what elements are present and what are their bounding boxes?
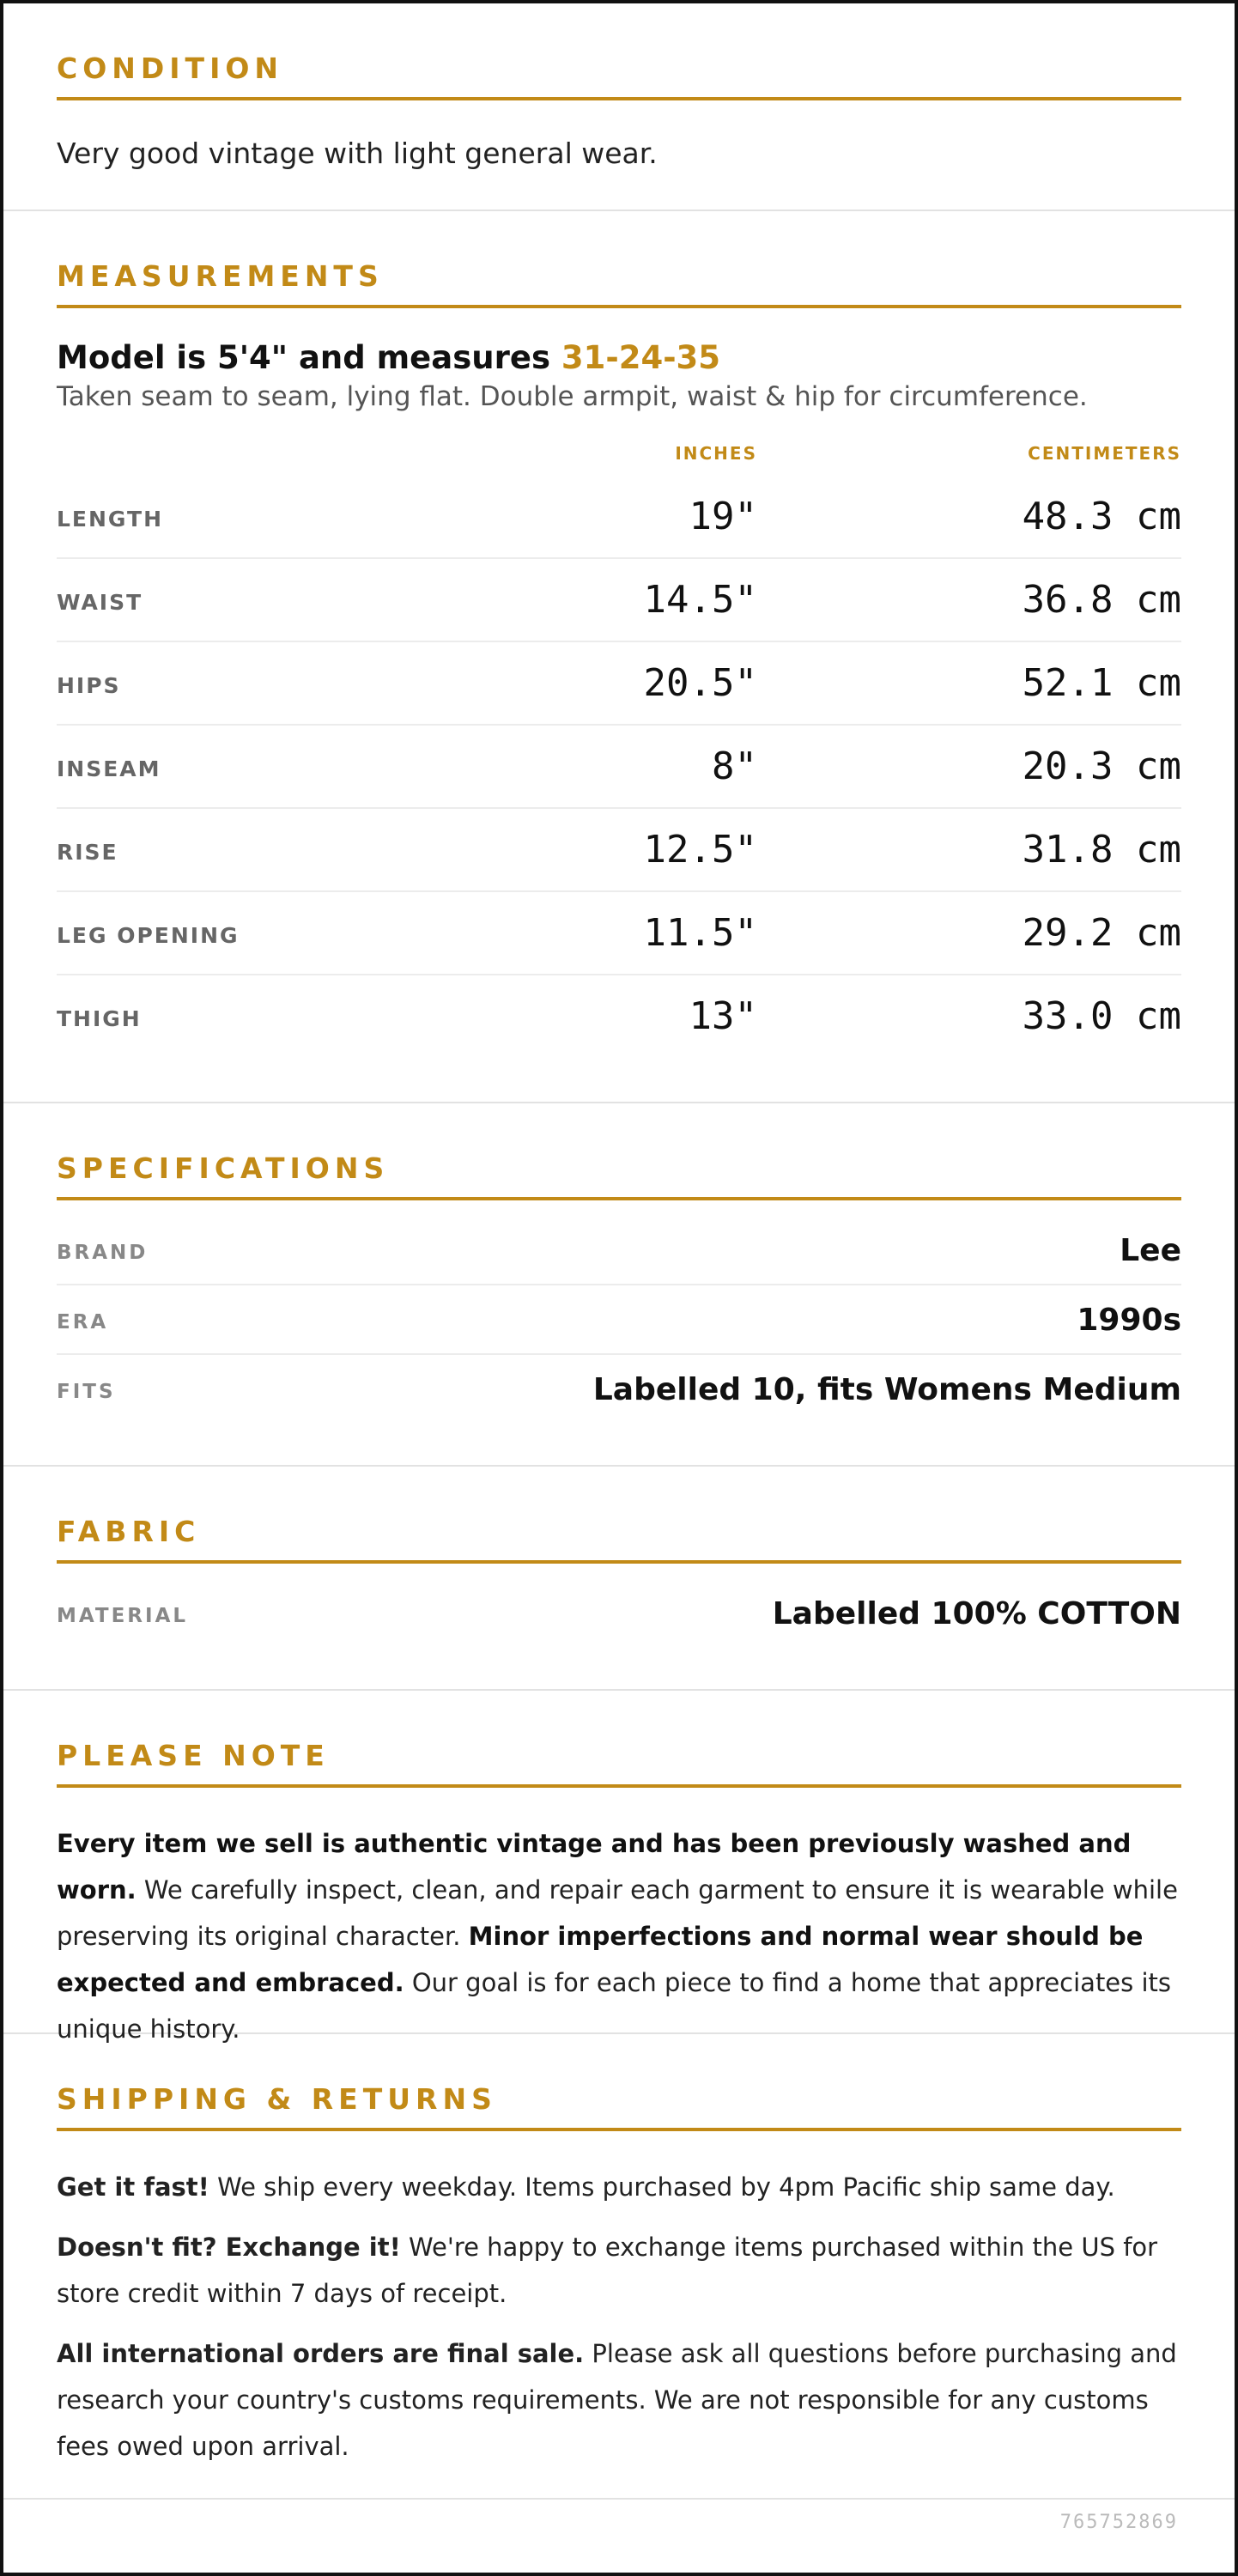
column-header-centimeters: CENTIMETERS <box>1028 443 1181 464</box>
measurement-inches: 14.5" <box>643 578 757 622</box>
model-measures: 31-24-35 <box>561 339 721 376</box>
column-header-inches: INCHES <box>675 443 757 464</box>
section-title: MEASUREMENTS <box>57 211 1181 308</box>
condition-section <box>3 3 1235 211</box>
measurement-cm: 33.0 cm <box>1022 994 1181 1038</box>
fabric-list <box>57 1579 1181 1647</box>
please-note-section <box>3 1691 1235 2044</box>
measurement-label: LEG OPENING <box>57 923 240 948</box>
measurement-row-hips <box>57 642 1181 726</box>
model-line <box>57 339 1181 376</box>
section-title: PLEASE NOTE <box>57 1691 1181 1788</box>
shipping-bold: All international orders are final sale. <box>57 2339 585 2368</box>
spec-value: 1990s <box>1077 1303 1181 1338</box>
specifications-section <box>3 1103 1235 1467</box>
shipping-text: We ship every weekday. Items purchased by 4pm Pacific ship same day. <box>209 2172 1115 2202</box>
section-title: FABRIC <box>57 1467 1181 1564</box>
spec-label: BRAND <box>57 1242 149 1264</box>
shipping-text: Please ask all questions before purchasing and research your country's customs requirements. We are not responsible for any customs fees owed upon arrival. <box>57 2339 1177 2461</box>
measurement-cm: 48.3 cm <box>1022 495 1181 538</box>
fabric-section <box>3 1467 1235 1691</box>
sku-number: 765752869 <box>1059 2512 1178 2533</box>
measurement-cm: 29.2 cm <box>1022 911 1181 955</box>
spec-row-brand <box>57 1216 1181 1285</box>
measurement-cm: 31.8 cm <box>1022 828 1181 872</box>
measurements-note: Taken seam to seam, lying flat. Double armpit, waist & hip for circumference. <box>57 381 1088 412</box>
spec-label: MATERIAL <box>57 1605 189 1627</box>
spec-label: ERA <box>57 1311 109 1334</box>
measurement-label: LENGTH <box>57 507 163 532</box>
spec-value: Labelled 100% COTTON <box>772 1596 1181 1631</box>
shipping-returns-section <box>3 2034 1235 2500</box>
section-title: SHIPPING & RETURNS <box>57 2034 1181 2131</box>
measurement-row-rise <box>57 809 1181 892</box>
shipping-text: We're happy to exchange items purchased within the US for store credit within 7 days of receipt. <box>57 2233 1158 2308</box>
measurement-cm: 20.3 cm <box>1022 744 1181 788</box>
measurement-inches: 11.5" <box>643 911 757 955</box>
measurement-inches: 13" <box>689 994 757 1038</box>
model-prefix: Model is 5'4" and measures <box>57 339 561 376</box>
exchange-paragraph <box>57 2224 1181 2317</box>
shipping-paragraph <box>57 2164 1181 2210</box>
note-text: We carefully inspect, clean, and repair each garment to ensure it is wearable while preserving its original character. <box>57 1875 1178 1951</box>
measurement-cm: 36.8 cm <box>1022 578 1181 622</box>
measurements-table <box>57 476 1181 1057</box>
spec-value: Lee <box>1120 1233 1181 1268</box>
please-note-text <box>57 1820 1181 2052</box>
measurement-row-leg-opening <box>57 892 1181 975</box>
measurement-label: INSEAM <box>57 756 161 781</box>
note-bold: Every item we sell is authentic vintage and has been previously washed and worn. <box>57 1829 1132 1905</box>
measurement-label: RISE <box>57 840 118 865</box>
international-paragraph <box>57 2330 1181 2470</box>
measurements-section <box>3 211 1235 1103</box>
spec-value: Labelled 10, fits Womens Medium <box>592 1372 1181 1407</box>
note-bold: Minor imperfections and normal wear should be expected and embraced. <box>57 1922 1144 1997</box>
spec-row-era <box>57 1285 1181 1355</box>
measurement-label: HIPS <box>57 673 121 698</box>
shipping-bold: Get it fast! <box>57 2172 209 2202</box>
note-text: Our goal is for each piece to find a home that appreciates its unique history. <box>57 1968 1172 2044</box>
measurement-label: THIGH <box>57 1006 142 1031</box>
section-title: SPECIFICATIONS <box>57 1103 1181 1200</box>
spec-row-material <box>57 1579 1181 1647</box>
measurement-row-thigh <box>57 975 1181 1057</box>
section-title: CONDITION <box>57 3 1181 100</box>
measurement-inches: 12.5" <box>643 828 757 872</box>
measurement-row-waist <box>57 559 1181 642</box>
condition-text: Very good vintage with light general wear. <box>57 137 658 170</box>
measurement-inches: 20.5" <box>643 661 757 705</box>
measurement-inches: 8" <box>712 744 757 788</box>
measurement-label: WAIST <box>57 590 143 615</box>
measurement-row-length <box>57 476 1181 559</box>
measurements-header <box>57 424 1181 476</box>
spec-label: FITS <box>57 1381 116 1403</box>
spec-row-fits <box>57 1355 1181 1423</box>
measurement-cm: 52.1 cm <box>1022 661 1181 705</box>
measurement-inches: 19" <box>689 495 757 538</box>
measurement-row-inseam <box>57 726 1181 809</box>
shipping-bold: Doesn't fit? Exchange it! <box>57 2233 401 2262</box>
specifications-list <box>57 1216 1181 1423</box>
